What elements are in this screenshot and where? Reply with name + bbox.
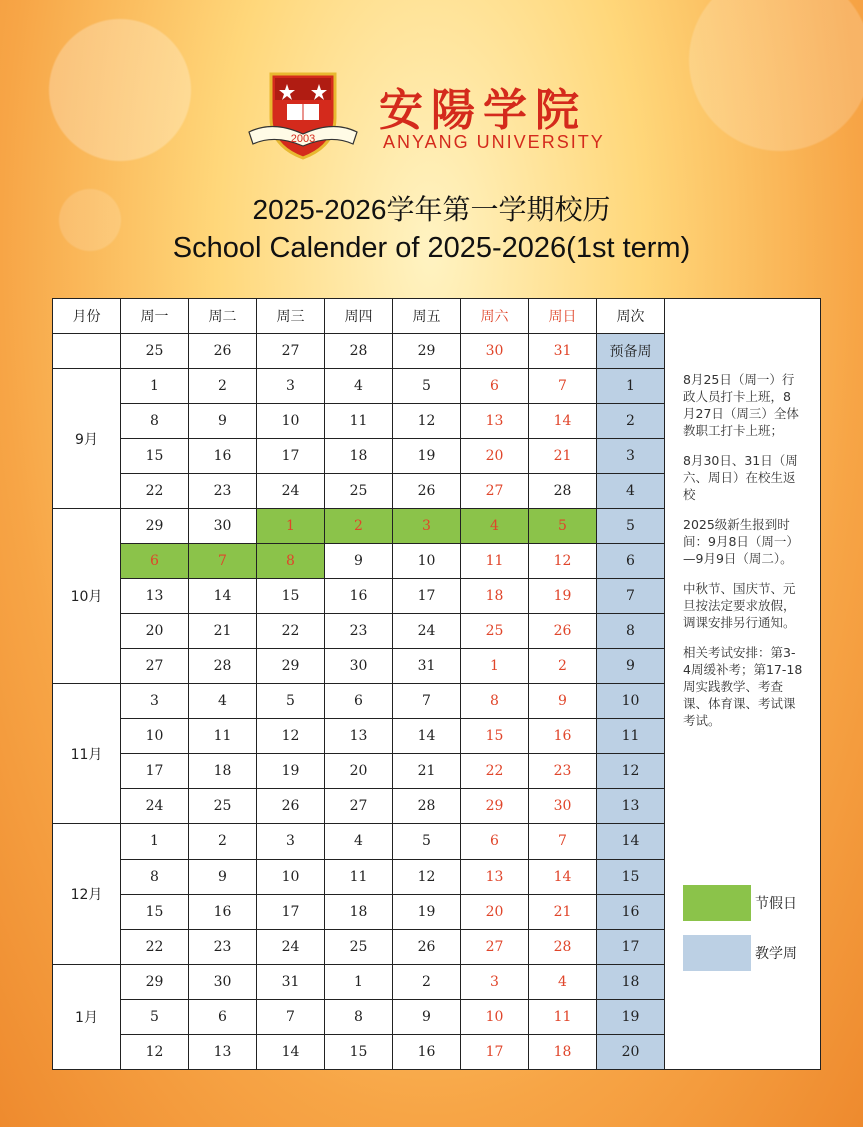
week-number-cell: 13 bbox=[597, 789, 665, 824]
day-cell: 23 bbox=[529, 754, 597, 789]
university-logo bbox=[243, 70, 643, 162]
day-cell: 14 bbox=[257, 1034, 325, 1069]
teaching-week-swatch bbox=[683, 935, 751, 971]
svg-text:2003: 2003 bbox=[290, 133, 316, 145]
day-cell: 1 bbox=[325, 964, 393, 999]
day-cell: 23 bbox=[189, 929, 257, 964]
day-cell: 2 bbox=[189, 824, 257, 859]
day-cell: 3 bbox=[461, 964, 529, 999]
day-cell: 15 bbox=[121, 894, 189, 929]
university-emblem-icon bbox=[243, 70, 363, 162]
week-number-cell: 8 bbox=[597, 614, 665, 649]
column-header: 周日 bbox=[529, 299, 597, 334]
week-number-cell: 11 bbox=[597, 719, 665, 754]
day-cell: 7 bbox=[529, 369, 597, 404]
day-cell: 26 bbox=[257, 789, 325, 824]
legend-teaching-week bbox=[683, 935, 823, 971]
day-cell: 8 bbox=[461, 684, 529, 719]
day-cell: 7 bbox=[529, 824, 597, 859]
day-cell: 1 bbox=[121, 369, 189, 404]
week-number-cell: 15 bbox=[597, 859, 665, 894]
column-header: 月份 bbox=[53, 299, 121, 334]
note-item: 相关考试安排：第3-4周缓补考；第17-18周实践教学、考查课、体育课、考试课考试。 bbox=[683, 645, 803, 728]
week-number-cell: 7 bbox=[597, 579, 665, 614]
page-title-en: School Calender of 2025-2026(1st term) bbox=[172, 232, 691, 264]
week-number-cell: 3 bbox=[597, 439, 665, 474]
day-cell: 24 bbox=[257, 929, 325, 964]
day-cell: 31 bbox=[257, 964, 325, 999]
day-cell: 21 bbox=[393, 754, 461, 789]
day-cell: 4 bbox=[325, 369, 393, 404]
day-cell: 17 bbox=[461, 1034, 529, 1069]
day-cell: 6 bbox=[325, 684, 393, 719]
day-cell: 1 bbox=[121, 824, 189, 859]
university-name-en: ANYANG UNIVERSITY bbox=[383, 132, 605, 152]
week-number-cell: 19 bbox=[597, 999, 665, 1034]
day-cell: 28 bbox=[529, 474, 597, 509]
day-cell: 11 bbox=[325, 859, 393, 894]
day-cell: 1 bbox=[461, 649, 529, 684]
day-cell: 27 bbox=[121, 649, 189, 684]
day-cell: 22 bbox=[121, 929, 189, 964]
day-cell: 13 bbox=[461, 404, 529, 439]
table-header-row bbox=[53, 299, 821, 334]
day-cell: 18 bbox=[189, 754, 257, 789]
day-cell: 14 bbox=[529, 859, 597, 894]
column-header: 周六 bbox=[461, 299, 529, 334]
day-cell: 15 bbox=[461, 719, 529, 754]
day-cell: 10 bbox=[121, 719, 189, 754]
day-cell: 4 bbox=[529, 964, 597, 999]
day-cell: 29 bbox=[461, 789, 529, 824]
day-cell: 17 bbox=[257, 439, 325, 474]
day-cell: 2 bbox=[189, 369, 257, 404]
day-cell: 9 bbox=[529, 684, 597, 719]
day-cell: 12 bbox=[393, 404, 461, 439]
day-cell: 18 bbox=[325, 439, 393, 474]
day-cell: 26 bbox=[529, 614, 597, 649]
column-header: 周二 bbox=[189, 299, 257, 334]
week-number-cell: 10 bbox=[597, 684, 665, 719]
day-cell: 4 bbox=[189, 684, 257, 719]
day-cell: 8 bbox=[121, 859, 189, 894]
holiday-label: 节假日 bbox=[755, 896, 797, 912]
teaching-week-label: 教学周 bbox=[755, 946, 797, 962]
day-cell: 16 bbox=[325, 579, 393, 614]
day-cell: 6 bbox=[461, 369, 529, 404]
day-cell: 14 bbox=[529, 404, 597, 439]
day-cell: 10 bbox=[257, 404, 325, 439]
day-cell: 5 bbox=[121, 999, 189, 1034]
day-cell: 16 bbox=[189, 439, 257, 474]
column-header: 周次 bbox=[597, 299, 665, 334]
day-cell: 31 bbox=[529, 334, 597, 369]
day-cell: 13 bbox=[121, 579, 189, 614]
day-cell: 18 bbox=[529, 1034, 597, 1069]
day-cell: 27 bbox=[325, 789, 393, 824]
school-calendar-table bbox=[52, 298, 821, 1070]
day-cell: 5 bbox=[393, 824, 461, 859]
day-cell: 10 bbox=[257, 859, 325, 894]
note-item: 8月30日、31日（周六、周日）在校生返校 bbox=[683, 453, 798, 502]
day-cell: 30 bbox=[189, 509, 257, 544]
day-cell: 19 bbox=[393, 894, 461, 929]
day-cell: 28 bbox=[529, 929, 597, 964]
day-cell: 3 bbox=[393, 509, 461, 544]
month-cell: 11月 bbox=[53, 684, 121, 824]
day-cell: 3 bbox=[121, 684, 189, 719]
day-cell: 2 bbox=[325, 509, 393, 544]
day-cell: 30 bbox=[529, 789, 597, 824]
note-item: 8月25日（周一）行政人员打卡上班，8月27日（周三）全体教职工打卡上班； bbox=[683, 372, 799, 438]
day-cell: 24 bbox=[257, 474, 325, 509]
day-cell: 7 bbox=[393, 684, 461, 719]
day-cell: 12 bbox=[257, 719, 325, 754]
notes-panel bbox=[665, 299, 821, 1070]
day-cell: 25 bbox=[461, 614, 529, 649]
day-cell: 23 bbox=[325, 614, 393, 649]
day-cell: 9 bbox=[393, 999, 461, 1034]
day-cell: 4 bbox=[325, 824, 393, 859]
day-cell: 16 bbox=[393, 1034, 461, 1069]
week-number-cell: 16 bbox=[597, 894, 665, 929]
day-cell: 9 bbox=[189, 404, 257, 439]
day-cell: 22 bbox=[121, 474, 189, 509]
day-cell: 5 bbox=[393, 369, 461, 404]
day-cell: 10 bbox=[461, 999, 529, 1034]
week-number-cell: 17 bbox=[597, 929, 665, 964]
university-name-cn: 安陽学院 bbox=[379, 85, 587, 136]
note-item: 2025级新生报到时间：9月8日（周一）—9月9日（周二）。 bbox=[683, 517, 799, 566]
day-cell: 20 bbox=[121, 614, 189, 649]
day-cell: 11 bbox=[461, 544, 529, 579]
day-cell: 31 bbox=[393, 649, 461, 684]
day-cell: 8 bbox=[121, 404, 189, 439]
column-header: 周四 bbox=[325, 299, 393, 334]
day-cell: 20 bbox=[325, 754, 393, 789]
day-cell: 18 bbox=[461, 579, 529, 614]
day-cell: 27 bbox=[257, 334, 325, 369]
holiday-swatch bbox=[683, 885, 751, 921]
day-cell: 19 bbox=[257, 754, 325, 789]
day-cell: 12 bbox=[393, 859, 461, 894]
column-header: 周五 bbox=[393, 299, 461, 334]
day-cell: 22 bbox=[461, 754, 529, 789]
day-cell: 25 bbox=[325, 474, 393, 509]
month-cell: 1月 bbox=[53, 964, 121, 1069]
day-cell: 7 bbox=[189, 544, 257, 579]
week-number-cell: 1 bbox=[597, 369, 665, 404]
day-cell: 3 bbox=[257, 369, 325, 404]
day-cell: 21 bbox=[529, 439, 597, 474]
day-cell: 2 bbox=[529, 649, 597, 684]
day-cell: 9 bbox=[325, 544, 393, 579]
day-cell: 6 bbox=[461, 824, 529, 859]
day-cell: 13 bbox=[325, 719, 393, 754]
day-cell: 11 bbox=[189, 719, 257, 754]
day-cell: 25 bbox=[325, 929, 393, 964]
page-title-cn: 2025-2026学年第一学期校历 bbox=[252, 194, 611, 225]
day-cell: 7 bbox=[257, 999, 325, 1034]
day-cell: 20 bbox=[461, 894, 529, 929]
day-cell: 21 bbox=[529, 894, 597, 929]
day-cell: 13 bbox=[461, 859, 529, 894]
day-cell: 6 bbox=[189, 999, 257, 1034]
day-cell: 24 bbox=[121, 789, 189, 824]
day-cell: 11 bbox=[325, 404, 393, 439]
week-number-cell: 18 bbox=[597, 964, 665, 999]
day-cell: 1 bbox=[257, 509, 325, 544]
day-cell: 6 bbox=[121, 544, 189, 579]
day-cell: 29 bbox=[121, 509, 189, 544]
day-cell: 8 bbox=[257, 544, 325, 579]
month-cell: 9月 bbox=[53, 369, 121, 509]
day-cell: 17 bbox=[121, 754, 189, 789]
day-cell: 14 bbox=[393, 719, 461, 754]
week-number-cell: 4 bbox=[597, 474, 665, 509]
day-cell: 5 bbox=[257, 684, 325, 719]
column-header: 周一 bbox=[121, 299, 189, 334]
day-cell: 5 bbox=[529, 509, 597, 544]
day-cell: 21 bbox=[189, 614, 257, 649]
day-cell: 14 bbox=[189, 579, 257, 614]
month-cell: 12月 bbox=[53, 824, 121, 964]
day-cell: 15 bbox=[257, 579, 325, 614]
day-cell: 15 bbox=[325, 1034, 393, 1069]
day-cell: 25 bbox=[121, 334, 189, 369]
day-cell: 9 bbox=[189, 859, 257, 894]
day-cell: 18 bbox=[325, 894, 393, 929]
day-cell: 16 bbox=[189, 894, 257, 929]
day-cell: 26 bbox=[393, 929, 461, 964]
week-number-cell: 预备周 bbox=[597, 334, 665, 369]
day-cell: 29 bbox=[393, 334, 461, 369]
day-cell: 16 bbox=[529, 719, 597, 754]
week-number-cell: 9 bbox=[597, 649, 665, 684]
month-cell bbox=[53, 334, 121, 369]
day-cell: 3 bbox=[257, 824, 325, 859]
day-cell: 26 bbox=[189, 334, 257, 369]
day-cell: 29 bbox=[257, 649, 325, 684]
week-number-cell: 12 bbox=[597, 754, 665, 789]
day-cell: 13 bbox=[189, 1034, 257, 1069]
day-cell: 19 bbox=[529, 579, 597, 614]
day-cell: 10 bbox=[393, 544, 461, 579]
day-cell: 19 bbox=[393, 439, 461, 474]
day-cell: 12 bbox=[529, 544, 597, 579]
month-cell: 10月 bbox=[53, 509, 121, 684]
day-cell: 11 bbox=[529, 999, 597, 1034]
week-number-cell: 14 bbox=[597, 824, 665, 859]
column-header: 周三 bbox=[257, 299, 325, 334]
day-cell: 24 bbox=[393, 614, 461, 649]
day-cell: 22 bbox=[257, 614, 325, 649]
day-cell: 30 bbox=[461, 334, 529, 369]
week-number-cell: 2 bbox=[597, 404, 665, 439]
week-number-cell: 6 bbox=[597, 544, 665, 579]
day-cell: 4 bbox=[461, 509, 529, 544]
note-item: 中秋节、国庆节、元旦按法定要求放假，调课安排另行通知。 bbox=[683, 581, 796, 630]
day-cell: 17 bbox=[257, 894, 325, 929]
day-cell: 25 bbox=[189, 789, 257, 824]
day-cell: 8 bbox=[325, 999, 393, 1034]
day-cell: 28 bbox=[189, 649, 257, 684]
day-cell: 2 bbox=[393, 964, 461, 999]
day-cell: 30 bbox=[189, 964, 257, 999]
day-cell: 28 bbox=[325, 334, 393, 369]
day-cell: 20 bbox=[461, 439, 529, 474]
day-cell: 27 bbox=[461, 474, 529, 509]
day-cell: 29 bbox=[121, 964, 189, 999]
day-cell: 28 bbox=[393, 789, 461, 824]
week-number-cell: 5 bbox=[597, 509, 665, 544]
week-number-cell: 20 bbox=[597, 1034, 665, 1069]
day-cell: 23 bbox=[189, 474, 257, 509]
day-cell: 26 bbox=[393, 474, 461, 509]
day-cell: 27 bbox=[461, 929, 529, 964]
day-cell: 30 bbox=[325, 649, 393, 684]
legend-holiday bbox=[683, 885, 823, 921]
day-cell: 17 bbox=[393, 579, 461, 614]
day-cell: 15 bbox=[121, 439, 189, 474]
day-cell: 12 bbox=[121, 1034, 189, 1069]
